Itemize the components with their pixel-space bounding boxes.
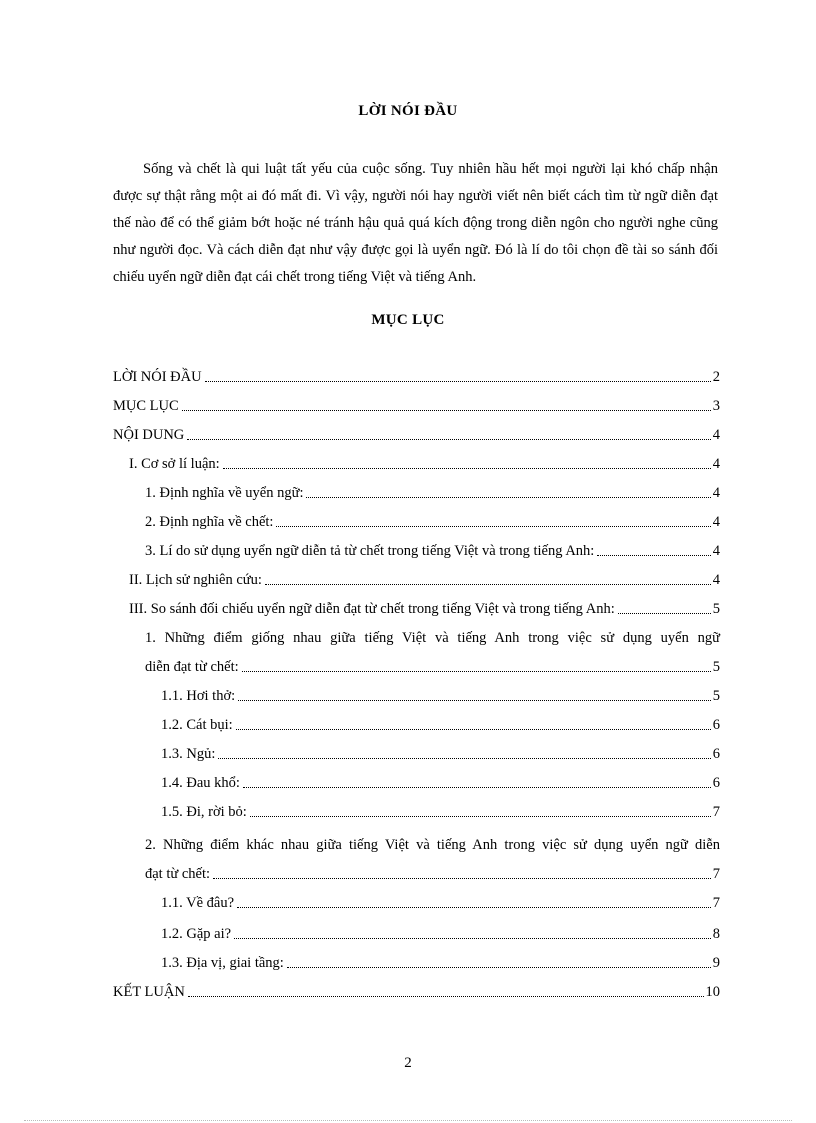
toc-entry[interactable]: [161, 687, 720, 705]
toc-entry[interactable]: [161, 716, 720, 734]
toc-entry-label: 1.1. Về đâu?: [161, 895, 235, 911]
toc-leader: [188, 996, 704, 997]
toc-entry-label: 3. Lí do sử dụng uyển ngữ diễn tả từ chết trong tiếng Việt và trong tiếng Anh:: [145, 543, 595, 559]
toc-entry[interactable]: [145, 513, 720, 531]
toc-entry-page: 6: [712, 746, 720, 762]
toc-entry-label: II. Lịch sử nghiên cứu:: [129, 572, 262, 588]
toc-leader: [236, 729, 711, 730]
toc-title: MỤC LỤC: [371, 312, 445, 328]
toc-entry[interactable]: [145, 865, 720, 883]
toc-entry-label-line1[interactable]: 1. Những điểm giống nhau giữa tiếng Việt và tiếng Anh trong việc sử dụng uyển ngữ: [145, 630, 720, 646]
toc-entry-label: LỜI NÓI ĐẦU: [113, 369, 202, 385]
toc-entry[interactable]: [113, 983, 720, 1001]
toc-entry-label: KẾT LUẬN: [113, 984, 185, 1000]
toc-entry[interactable]: [113, 426, 720, 444]
toc-leader: [182, 410, 711, 411]
toc-entry-label: 1. Định nghĩa về uyển ngữ:: [145, 485, 304, 501]
toc-entry-page: 6: [712, 717, 720, 733]
toc-entry[interactable]: [129, 571, 720, 589]
toc-entry[interactable]: [145, 484, 720, 502]
toc-entry[interactable]: [145, 658, 720, 676]
toc-entry-label: đạt từ chết:: [145, 866, 211, 882]
toc-leader: [242, 671, 711, 672]
toc-leader: [597, 555, 710, 556]
toc-leader: [618, 613, 711, 614]
toc-entry-page: 4: [712, 543, 720, 559]
toc-entry[interactable]: [145, 542, 720, 560]
toc-entry[interactable]: [113, 368, 720, 386]
toc-leader: [287, 967, 711, 968]
toc-entry[interactable]: [113, 397, 720, 415]
toc-entry-label: I. Cơ sở lí luận:: [129, 456, 220, 472]
toc-entry[interactable]: [161, 745, 720, 763]
toc-entry-page: 5: [712, 688, 720, 704]
toc-entry-page: 4: [712, 572, 720, 588]
toc-leader: [187, 439, 710, 440]
toc-leader: [234, 938, 711, 939]
toc-entry-label: MỤC LỤC: [113, 398, 179, 414]
toc-entry[interactable]: [161, 803, 720, 821]
toc-leader: [218, 758, 710, 759]
toc-entry-page: 7: [712, 866, 720, 882]
toc-entry-label: diễn đạt từ chết:: [145, 659, 239, 675]
toc-leader: [250, 816, 711, 817]
toc-entry-page: 4: [712, 485, 720, 501]
toc-leader: [238, 700, 711, 701]
toc-entry-page: 9: [712, 955, 720, 971]
toc-entry-page: 3: [712, 398, 720, 414]
toc-entry-page: 7: [712, 804, 720, 820]
toc-entry[interactable]: [161, 925, 720, 943]
toc-entry-label: 1.1. Hơi thở:: [161, 688, 236, 704]
toc-entry-label: 1.3. Địa vị, giai tầng:: [161, 955, 284, 971]
toc-entry-page: 2: [712, 369, 720, 385]
toc-entry[interactable]: [129, 600, 720, 618]
toc-leader: [205, 381, 711, 382]
toc-entry-page: 4: [712, 456, 720, 472]
toc-entry-label: 1.3. Ngủ:: [161, 746, 216, 762]
toc-entry-label: 2. Định nghĩa về chết:: [145, 514, 274, 530]
toc-entry-page: 5: [712, 659, 720, 675]
toc-entry-page: 4: [712, 427, 720, 443]
toc-leader: [243, 787, 711, 788]
toc-leader: [276, 526, 710, 527]
toc-entry-label-line1[interactable]: 2. Những điểm khác nhau giữa tiếng Việt và tiếng Anh trong việc sử dụng uyển ngữ diễn: [145, 837, 720, 853]
toc-entry[interactable]: [161, 774, 720, 792]
toc-leader: [265, 584, 711, 585]
toc-entry-page: 10: [705, 984, 720, 1000]
toc-entry-label: 1.2. Gặp ai?: [161, 926, 232, 942]
toc-entry-page: 4: [712, 514, 720, 530]
toc-entry-page: 7: [712, 895, 720, 911]
toc-entry-page: 5: [712, 601, 720, 617]
toc-entry[interactable]: [161, 954, 720, 972]
toc-leader: [223, 468, 711, 469]
toc-leader: [213, 878, 711, 879]
footer-divider: [24, 1120, 792, 1121]
toc-entry-page: 8: [712, 926, 720, 942]
toc-entry-page: 6: [712, 775, 720, 791]
toc-entry[interactable]: [161, 894, 720, 912]
intro-title: LỜI NÓI ĐẦU: [358, 103, 458, 119]
page-number: 2: [404, 1055, 412, 1071]
toc-entry-label: III. So sánh đối chiếu uyển ngữ diễn đạt từ chết trong tiếng Việt và trong tiếng Anh:: [129, 601, 615, 617]
toc-leader: [306, 497, 710, 498]
toc-leader: [237, 907, 711, 908]
toc-entry-label: 1.2. Cát bụi:: [161, 717, 233, 733]
toc-entry-label: NỘI DUNG: [113, 427, 185, 443]
toc-entry-label: 1.4. Đau khổ:: [161, 775, 240, 791]
toc-entry[interactable]: [129, 455, 720, 473]
intro-paragraph: Sống và chết là qui luật tất yếu của cuộc sống. Tuy nhiên hầu hết mọi người lại khó chấp nhận được sự thật rằng một ai đó mất đi. Vì vậy, người nói hay người viết nên biết cách tìm từ ngữ diễn đạt thế nào để có thể giảm bớt hoặc né tránh hậu quả quá kích động trong diễn ngôn cho người nghe cũng như người đọc. Và cách diễn đạt như vậy được gọi là uyển ngữ. Đó là lí do tôi chọn đề tài so sánh đối chiếu uyển ngữ diễn đạt cái chết trong tiếng Việt và tiếng Anh.: [113, 161, 718, 285]
toc-entry-label: 1.5. Đi, rời bỏ:: [161, 804, 247, 820]
